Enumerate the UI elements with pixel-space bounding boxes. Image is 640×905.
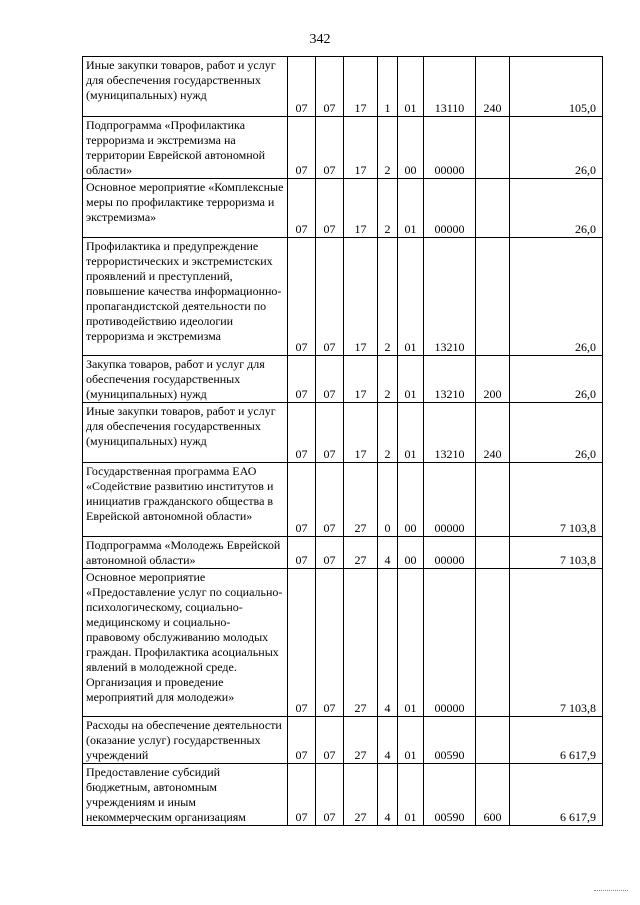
row-sum: 7 103,8 — [510, 569, 603, 717]
row-expense-type — [476, 463, 510, 537]
table-row — [83, 356, 603, 403]
row-subprogram: 2 — [378, 403, 398, 463]
row-program: 17 — [344, 238, 378, 356]
table-row — [83, 238, 603, 356]
row-expense-type: 240 — [476, 403, 510, 463]
row-subprogram: 2 — [378, 356, 398, 403]
row-program: 27 — [344, 764, 378, 826]
page-number: 342 — [309, 32, 331, 47]
row-section: 07 — [288, 117, 316, 179]
row-expense-type: 240 — [476, 57, 510, 117]
row-subprogram: 4 — [378, 764, 398, 826]
row-direction: 00000 — [424, 537, 476, 569]
row-expense-type — [476, 569, 510, 717]
row-expense-type — [476, 717, 510, 764]
row-program: 17 — [344, 117, 378, 179]
row-direction: 13210 — [424, 238, 476, 356]
row-subprogram: 0 — [378, 463, 398, 537]
row-subsection: 07 — [316, 537, 344, 569]
row-program: 27 — [344, 717, 378, 764]
row-program: 17 — [344, 179, 378, 238]
row-sum: 26,0 — [510, 238, 603, 356]
row-subprogram: 2 — [378, 179, 398, 238]
row-sum: 6 617,9 — [510, 764, 603, 826]
row-program: 17 — [344, 57, 378, 117]
row-program: 17 — [344, 356, 378, 403]
row-direction: 13210 — [424, 356, 476, 403]
row-subprogram: 1 — [378, 57, 398, 117]
row-subsection: 07 — [316, 463, 344, 537]
row-subprogram: 4 — [378, 717, 398, 764]
row-subsection: 07 — [316, 117, 344, 179]
row-section: 07 — [288, 238, 316, 356]
row-direction: 00000 — [424, 179, 476, 238]
row-section: 07 — [288, 463, 316, 537]
row-sum: 26,0 — [510, 356, 603, 403]
row-subsection: 07 — [316, 238, 344, 356]
row-name: Закупка товаров, работ и услуг для обеспечения государственных (муниципальных) нужд — [83, 356, 288, 403]
row-subprogram: 2 — [378, 238, 398, 356]
row-direction: 13110 — [424, 57, 476, 117]
row-activity: 01 — [398, 569, 424, 717]
table-row — [83, 463, 603, 537]
scan-mark — [594, 890, 628, 893]
row-direction: 00000 — [424, 117, 476, 179]
row-subprogram: 4 — [378, 537, 398, 569]
row-activity: 01 — [398, 764, 424, 826]
budget-table — [82, 56, 603, 826]
row-section: 07 — [288, 537, 316, 569]
row-activity: 00 — [398, 117, 424, 179]
row-name: Расходы на обеспечение деятельности (оказание услуг) государственных учреждений — [83, 717, 288, 764]
row-section: 07 — [288, 569, 316, 717]
row-name: Основное мероприятие «Предоставление услуг по социально-психологическому, социально-медицинскому и социально-правовому обслуживанию молодых граждан. Профилактика асоциальных явлений в молодежной среде. Организация и проведение мероприятий для молодежи» — [83, 569, 288, 717]
row-name: Подпрограмма «Профилактика терроризма и экстремизма на территории Еврейской автономной области» — [83, 117, 288, 179]
row-expense-type — [476, 179, 510, 238]
row-direction: 13210 — [424, 403, 476, 463]
row-activity: 01 — [398, 717, 424, 764]
row-program: 27 — [344, 537, 378, 569]
row-name: Предоставление субсидий бюджетным, автономным учреждениям и иным некоммерческим организациям — [83, 764, 288, 826]
row-sum: 6 617,9 — [510, 717, 603, 764]
row-subsection: 07 — [316, 764, 344, 826]
row-activity: 01 — [398, 356, 424, 403]
row-program: 17 — [344, 403, 378, 463]
row-expense-type: 200 — [476, 356, 510, 403]
table-row — [83, 569, 603, 717]
row-expense-type — [476, 117, 510, 179]
row-activity: 01 — [398, 179, 424, 238]
row-sum: 26,0 — [510, 179, 603, 238]
row-subsection: 07 — [316, 569, 344, 717]
row-program: 27 — [344, 463, 378, 537]
row-sum: 26,0 — [510, 117, 603, 179]
row-section: 07 — [288, 179, 316, 238]
table-row — [83, 57, 603, 117]
row-expense-type — [476, 238, 510, 356]
row-name: Иные закупки товаров, работ и услуг для обеспечения государственных (муниципальных) нужд — [83, 57, 288, 117]
row-expense-type: 600 — [476, 764, 510, 826]
row-section: 07 — [288, 356, 316, 403]
row-subsection: 07 — [316, 403, 344, 463]
row-name: Иные закупки товаров, работ и услуг для обеспечения государственных (муниципальных) нужд — [83, 403, 288, 463]
row-direction: 00000 — [424, 463, 476, 537]
table-body — [83, 57, 603, 826]
row-section: 07 — [288, 403, 316, 463]
table-row — [83, 403, 603, 463]
row-name: Профилактика и предупреждение террористических и экстремистских проявлений и преступлений, повышение качества информационно-пропагандистской деятельности по противодействию идеологии терроризма и экстремизма — [83, 238, 288, 356]
table-row — [83, 764, 603, 826]
table-row — [83, 117, 603, 179]
row-activity: 01 — [398, 238, 424, 356]
row-expense-type — [476, 537, 510, 569]
table-row — [83, 717, 603, 764]
row-section: 07 — [288, 717, 316, 764]
row-direction: 00000 — [424, 569, 476, 717]
row-activity: 01 — [398, 403, 424, 463]
row-subsection: 07 — [316, 356, 344, 403]
row-direction: 00590 — [424, 764, 476, 826]
row-name: Подпрограмма «Молодежь Еврейской автономной области» — [83, 537, 288, 569]
row-subprogram: 2 — [378, 117, 398, 179]
table-row — [83, 537, 603, 569]
row-sum: 7 103,8 — [510, 537, 603, 569]
row-activity: 01 — [398, 57, 424, 117]
row-subsection: 07 — [316, 717, 344, 764]
row-sum: 7 103,8 — [510, 463, 603, 537]
row-section: 07 — [288, 57, 316, 117]
row-activity: 00 — [398, 537, 424, 569]
row-subsection: 07 — [316, 57, 344, 117]
table-row — [83, 179, 603, 238]
row-name: Государственная программа ЕАО «Содействие развитию институтов и инициатив гражданского общества в Еврейской автономной области» — [83, 463, 288, 537]
row-name: Основное мероприятие «Комплексные меры по профилактике терроризма и экстремизма» — [83, 179, 288, 238]
row-sum: 26,0 — [510, 403, 603, 463]
row-subprogram: 4 — [378, 569, 398, 717]
row-section: 07 — [288, 764, 316, 826]
row-activity: 00 — [398, 463, 424, 537]
row-direction: 00590 — [424, 717, 476, 764]
row-sum: 105,0 — [510, 57, 603, 117]
row-program: 27 — [344, 569, 378, 717]
row-subsection: 07 — [316, 179, 344, 238]
